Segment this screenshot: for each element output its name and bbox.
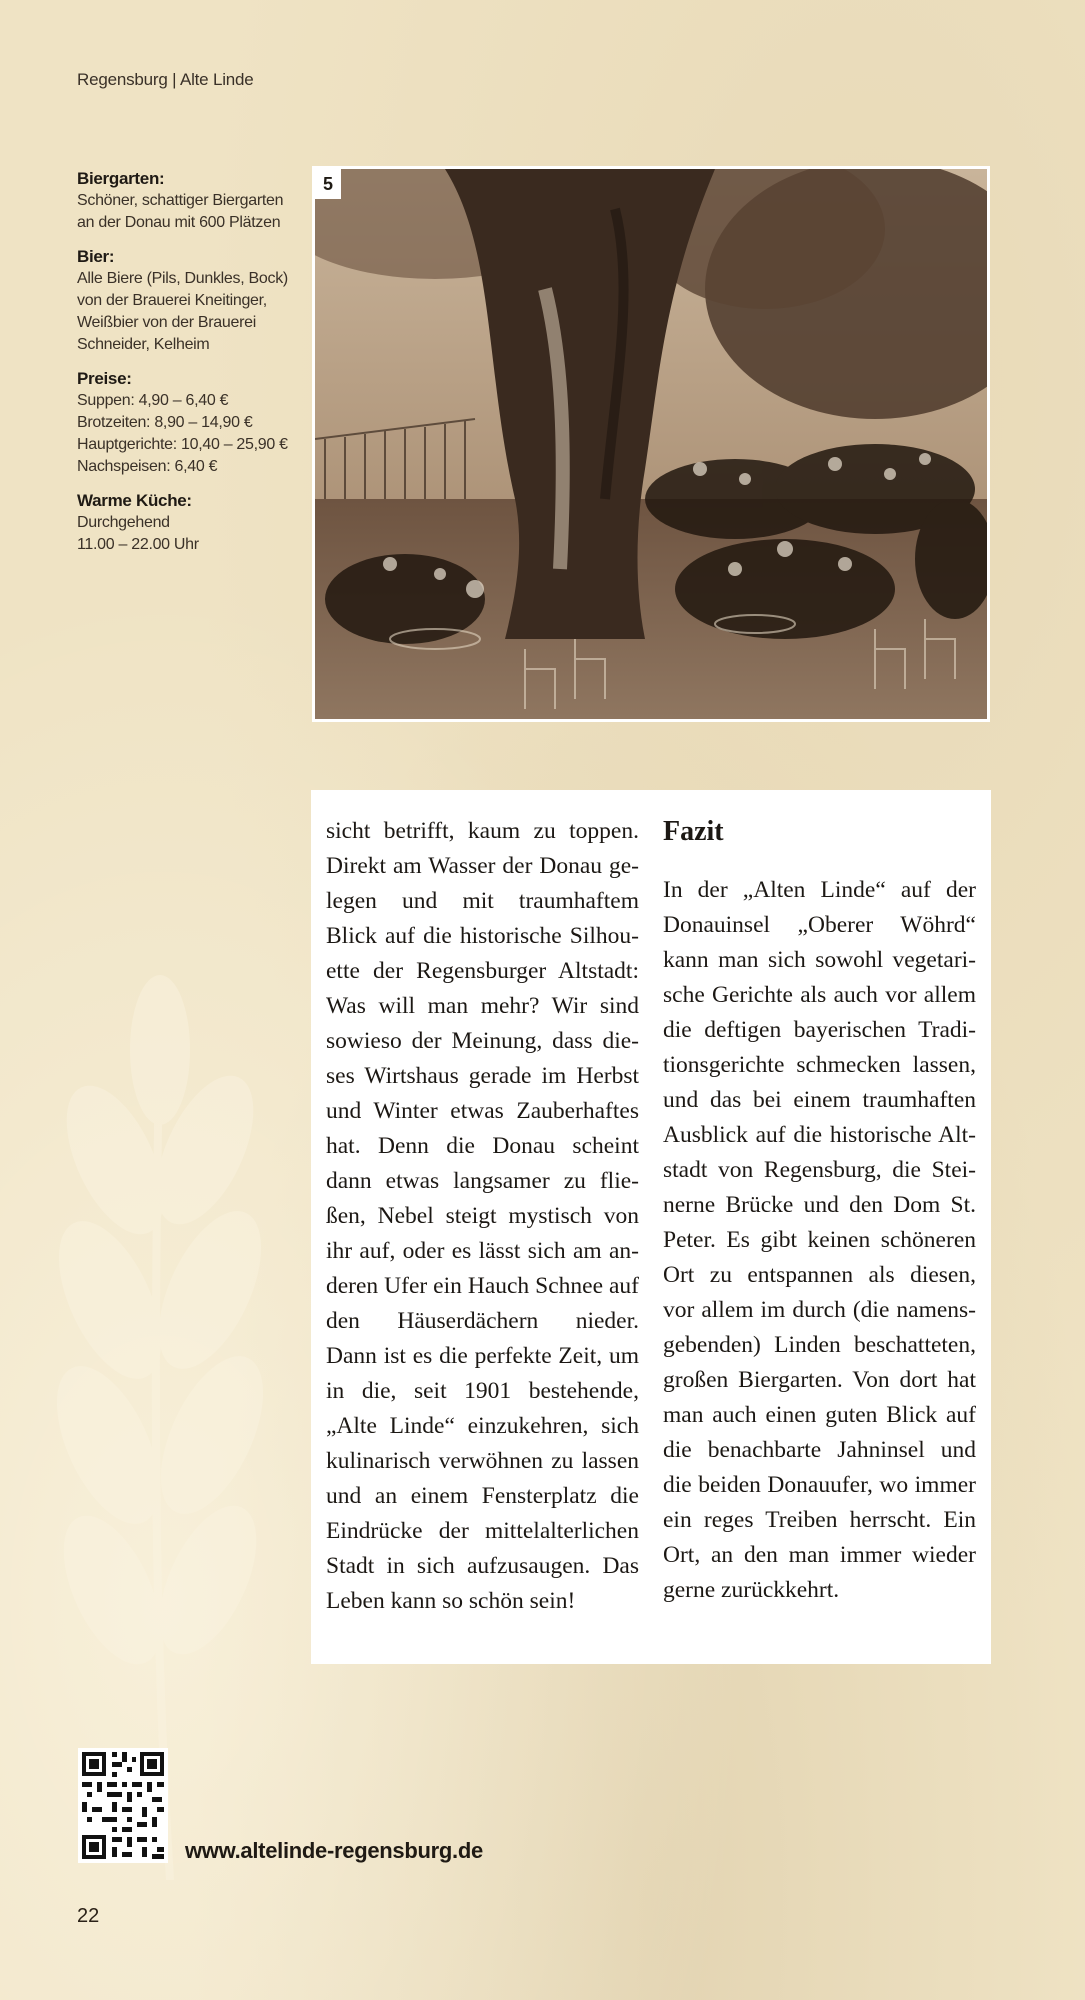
text-line: und an einem Fensterplatz die <box>326 1483 639 1509</box>
info-line: Brotzeiten: 8,90 – 14,90 € <box>77 414 253 431</box>
text-line: sche Gerichte als auch vor allem <box>663 982 976 1008</box>
text-line: Ort, an den man immer wieder <box>663 1542 976 1568</box>
article-box <box>311 790 991 1664</box>
text-line: deren Ufer ein Hauch Schnee auf <box>326 1273 639 1299</box>
text-line: großen Biergarten. Von dort hat <box>663 1367 976 1393</box>
text-line: Was will man mehr? Wir sind <box>326 993 639 1019</box>
text-line: Stadt in sich aufzusaugen. Das <box>326 1553 639 1579</box>
info-title: Preise: <box>77 369 132 388</box>
historic-biergarten-photo <box>312 166 990 722</box>
text-line: kann man sich sowohl vegetari- <box>663 947 976 973</box>
text-line: tionsgerichte schmecken lassen, <box>663 1052 976 1078</box>
text-line: und Winter etwas Zauberhaftes <box>326 1098 639 1124</box>
text-line: die deftigen bayerischen Tradi- <box>663 1017 976 1043</box>
text-line: Ausblick auf die historische Alt- <box>663 1122 976 1148</box>
info-line: Schöner, schattiger Biergarten <box>77 192 284 209</box>
info-line: Alle Biere (Pils, Dunkles, Bock) <box>77 270 288 287</box>
text-line: dann etwas langsamer zu flie- <box>326 1168 639 1194</box>
article-column-right <box>663 814 976 1608</box>
text-line: nerne Brücke und den Dom St. <box>663 1192 976 1218</box>
fazit-heading: Fazit <box>663 816 724 847</box>
text-line: ihr auf, oder es lässt sich am an- <box>326 1238 639 1264</box>
text-line: in die, seit 1901 bestehende, <box>326 1378 639 1404</box>
text-line: sowieso der Meinung, dass die- <box>326 1028 639 1054</box>
wheat-watermark-icon <box>20 900 280 1880</box>
info-title: Biergarten: <box>77 169 165 188</box>
qr-code-icon[interactable] <box>78 1748 168 1863</box>
text-line: Dann ist es die perfekte Zeit, um <box>326 1343 639 1369</box>
info-title: Warme Küche: <box>77 491 192 510</box>
text-line: man auch einen guten Blick auf <box>663 1402 976 1428</box>
info-line: 11.00 – 22.00 Uhr <box>77 536 199 553</box>
text-line: Ort zu entspannen als diesen, <box>663 1262 976 1288</box>
text-line: Direkt am Wasser der Donau ge- <box>326 853 639 879</box>
text-line: sicht betrifft, kaum zu toppen. <box>326 818 639 844</box>
text-line: und das bei einem traumhaften <box>663 1087 976 1113</box>
info-line: Nachspeisen: 6,40 € <box>77 458 218 475</box>
info-line: Schneider, Kelheim <box>77 336 210 353</box>
page-number: 22 <box>77 1905 100 1927</box>
text-line: Peter. Es gibt keinen schöneren <box>663 1227 976 1253</box>
info-line: Durchgehend <box>77 514 170 531</box>
photo-number: 5 <box>315 169 341 199</box>
sepia-photo-image <box>315 169 987 719</box>
info-sidebar <box>77 168 297 568</box>
running-header: Regensburg | Alte Linde <box>77 70 254 89</box>
text-line: kulinarisch verwöhnen zu lassen <box>326 1448 639 1474</box>
text-line: Blick auf die historische Silhou- <box>326 923 639 949</box>
text-line: die benachbarte Jahninsel und <box>663 1437 976 1463</box>
text-line: Leben kann so schön sein! <box>326 1588 576 1614</box>
info-preise <box>77 368 297 478</box>
info-warme-kueche <box>77 490 297 556</box>
website-link[interactable]: www.altelinde-regensburg.de <box>185 1838 483 1863</box>
text-line: den Häuserdächern nieder. <box>326 1308 639 1334</box>
info-bier <box>77 246 297 356</box>
text-line: Donauinsel „Oberer Wöhrd“ <box>663 912 976 938</box>
text-line: stadt von Regensburg, die Stei- <box>663 1157 976 1183</box>
text-line: ses Wirtshaus gerade im Herbst <box>326 1063 639 1089</box>
text-line: die beiden Donauufer, wo immer <box>663 1472 976 1498</box>
info-line: Suppen: 4,90 – 6,40 € <box>77 392 229 409</box>
text-line: ein reges Treiben herrscht. Ein <box>663 1507 976 1533</box>
text-line: vor allem im durch (die namens- <box>663 1297 976 1323</box>
text-line: In der „Alten Linde“ auf der <box>663 877 976 903</box>
text-line: hat. Denn die Donau scheint <box>326 1133 639 1159</box>
text-line: ette der Regensburger Altstadt: <box>326 958 639 984</box>
article-column-left <box>326 814 639 1619</box>
text-line: „Alte Linde“ einzukehren, sich <box>326 1413 639 1439</box>
text-line: Eindrücke der mittelalterlichen <box>326 1518 639 1544</box>
info-title: Bier: <box>77 247 115 266</box>
info-line: an der Donau mit 600 Plätzen <box>77 214 281 231</box>
text-line: gerne zurückkehrt. <box>663 1577 840 1603</box>
text-line: ßen, Nebel steigt mystisch von <box>326 1203 639 1229</box>
info-line: von der Brauerei Kneitinger, <box>77 292 267 309</box>
info-line: Weißbier von der Brauerei <box>77 314 256 331</box>
info-line: Hauptgerichte: 10,40 – 25,90 € <box>77 436 288 453</box>
info-biergarten <box>77 168 297 234</box>
text-line: gebenden) Linden beschatteten, <box>663 1332 976 1358</box>
text-line: legen und mit traumhaftem <box>326 888 639 914</box>
